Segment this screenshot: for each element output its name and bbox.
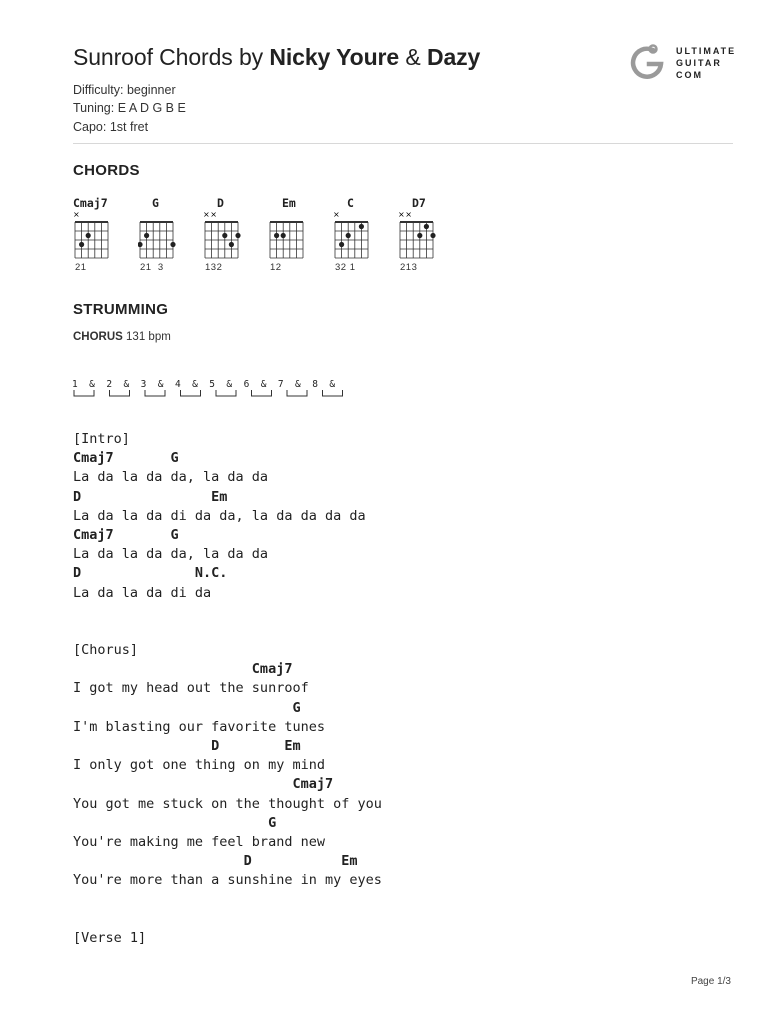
finger-dot — [144, 233, 149, 238]
lyric-line: La da la da da, la da da — [73, 546, 269, 563]
tuning: Tuning: E A D G B E — [73, 101, 186, 115]
lyric-line: [Intro] — [73, 431, 130, 447]
strum-bracket — [110, 390, 130, 396]
page-number: Page 1/3 — [690, 976, 731, 987]
strum-bracket — [216, 390, 236, 396]
strum-label — [73, 331, 171, 343]
chord-name: D — [217, 196, 224, 210]
song-title — [73, 44, 480, 71]
finger-dot — [235, 233, 240, 238]
lyric-line: I'm blasting our favorite tunes — [73, 718, 325, 735]
strum-pattern — [72, 390, 362, 400]
finger-dot — [346, 233, 351, 238]
header-divider — [73, 143, 733, 144]
chord-line[interactable]: G — [73, 699, 301, 716]
lyric-line: [Verse 1] — [73, 929, 147, 946]
chord-line[interactable]: Cmaj7 G — [73, 450, 179, 467]
chord-fingering: 213 — [400, 262, 418, 273]
lyric-line: You're making me feel brand new — [73, 833, 325, 850]
lyric-line — [73, 622, 382, 641]
chord-line[interactable]: Cmaj7 — [73, 776, 334, 793]
finger-dot — [274, 233, 279, 238]
lyric-line: I only got one thing on my mind — [73, 757, 325, 774]
artist-link-1[interactable]: Nicky Youre — [269, 44, 400, 70]
finger-dot — [424, 224, 429, 229]
finger-dot — [229, 242, 234, 247]
title-amp: & — [399, 44, 427, 70]
chord-c[interactable] — [333, 196, 393, 276]
chord-fingering: 12 — [270, 262, 282, 273]
logo-text-com: COM — [676, 70, 703, 80]
chord-name: Em — [282, 196, 296, 210]
chord-g[interactable] — [138, 196, 198, 276]
chord-fingering: 21 3 — [140, 262, 164, 273]
chord-line[interactable]: D Em — [73, 738, 301, 754]
strum-bracket — [323, 390, 343, 396]
lyric-line — [73, 910, 382, 929]
strum-bpm: 131 bpm — [122, 331, 171, 343]
strum-bracket — [252, 390, 272, 396]
chords-heading: CHORDS — [73, 162, 140, 179]
chord-name: G — [152, 196, 159, 210]
finger-dot — [339, 242, 344, 247]
capo: Capo: 1st fret — [73, 120, 149, 134]
chord-name: D7 — [412, 196, 426, 210]
strum-bracket — [287, 390, 307, 396]
chord-grid — [268, 208, 308, 264]
finger-dot — [79, 242, 84, 247]
chord-fingering: 32 1 — [335, 262, 356, 273]
muted-strings: ×× — [398, 210, 413, 219]
logo-text-guitar: GUITAR — [676, 58, 722, 68]
strum-part: CHORUS — [73, 331, 123, 343]
difficulty: Difficulty: beginner — [73, 83, 176, 97]
chord-fingering: 132 — [205, 262, 223, 273]
tab-content — [73, 430, 382, 948]
strumming-heading: STRUMMING — [73, 301, 169, 318]
chord-d[interactable] — [203, 196, 263, 276]
ultimate-guitar-logo[interactable] — [627, 43, 737, 83]
chord-grid — [333, 208, 373, 264]
muted-strings: × — [333, 210, 341, 219]
finger-dot — [417, 233, 422, 238]
finger-dot — [138, 242, 143, 247]
chord-line[interactable]: D Em — [73, 853, 358, 870]
muted-strings: ×× — [203, 210, 218, 219]
chord-d7[interactable] — [398, 196, 458, 276]
chord-line[interactable]: Cmaj7 G — [73, 526, 179, 543]
lyric-line — [73, 603, 382, 622]
chord-line[interactable]: Cmaj7 — [73, 661, 293, 678]
muted-strings: × — [73, 210, 81, 219]
chord-line[interactable]: G — [73, 814, 277, 831]
chord-grid — [203, 208, 243, 264]
finger-dot — [222, 233, 227, 238]
finger-dot — [359, 224, 364, 229]
logo-text-ultimate: ULTIMATE — [676, 46, 737, 56]
chord-line[interactable]: D N.C. — [73, 565, 228, 582]
ug-logo-icon — [627, 43, 667, 83]
lyric-line — [73, 891, 382, 910]
title-prefix: Sunroof Chords by — [73, 44, 270, 70]
finger-dot — [86, 233, 91, 238]
chord-grid — [73, 208, 113, 264]
chord-grid — [138, 208, 178, 264]
finger-dot — [281, 233, 286, 238]
lyric-line: You're more than a sunshine in my eyes — [73, 872, 382, 889]
chord-name: C — [347, 196, 354, 210]
lyric-line: La da la da da, la da da — [73, 469, 269, 486]
strum-bracket — [145, 390, 165, 396]
chord-fingering: 21 — [75, 262, 87, 273]
chord-cmaj7[interactable] — [73, 196, 133, 276]
artist-link-2[interactable]: Dazy — [426, 44, 481, 70]
strum-beats: 1 & 2 & 3 & 4 & 5 & 6 & 7 & 8 & — [72, 379, 336, 390]
finger-dot — [430, 233, 435, 238]
finger-dot — [170, 242, 175, 247]
chord-em[interactable] — [268, 196, 328, 276]
lyric-line: I got my head out the sunroof — [73, 680, 309, 697]
lyric-line: You got me stuck on the thought of you — [73, 795, 382, 812]
chord-line[interactable]: D Em — [73, 488, 228, 505]
chord-grid — [398, 208, 438, 264]
strum-bracket — [74, 390, 94, 396]
lyric-line: La da la da di da — [73, 584, 212, 601]
lyric-line: [Chorus] — [73, 642, 139, 659]
strum-bracket — [181, 390, 201, 396]
chord-name: Cmaj7 — [73, 196, 108, 210]
lyric-line: La da la da di da da, la da da da da — [73, 507, 366, 524]
